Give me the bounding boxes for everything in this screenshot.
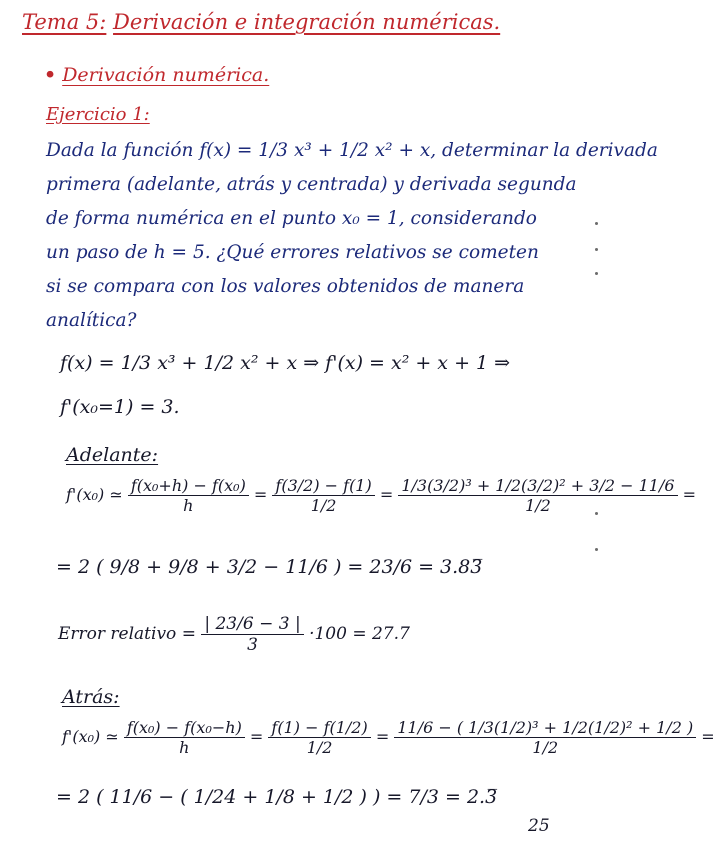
atras-label: Atrás: xyxy=(62,686,120,708)
fraction-numerator: f(3/2) − f(1) xyxy=(275,476,372,495)
section-label: Derivación numérica. xyxy=(62,64,270,86)
scan-dot xyxy=(595,512,598,515)
atras-fraction-3 xyxy=(394,718,696,757)
page-number: 25 xyxy=(528,816,550,836)
fraction-numerator: f(1) − f(1/2) xyxy=(271,718,368,737)
fraction-numerator: 11/6 − ( 1/3(1/2)³ + 1/2(1/2)² + 1/2 ) xyxy=(397,718,694,737)
statement-line: si se compara con los valores obtenidos de manera xyxy=(46,276,525,297)
atras-lhs: f'(x₀) ≃ xyxy=(62,727,119,746)
equals-sign: = xyxy=(701,727,715,746)
page-title xyxy=(22,10,500,34)
fraction-denominator: 3 xyxy=(201,634,303,655)
derivative-at-point: f'(x₀=1) = 3. xyxy=(60,396,180,418)
statement-line: analítica? xyxy=(46,310,137,331)
error-fraction xyxy=(201,614,303,655)
statement-line: Dada la función f(x) = 1/3 x³ + 1/2 x² + x, determinar la derivada xyxy=(46,140,658,161)
equals-sign: = xyxy=(249,727,264,746)
exercise-label: Ejercicio 1: xyxy=(46,104,150,125)
section-heading xyxy=(44,64,269,86)
fraction-denominator: h xyxy=(124,737,245,757)
fraction-numerator: 1/3(3/2)³ + 1/2(3/2)² + 3/2 − 11/6 xyxy=(401,476,675,495)
atras-equation xyxy=(62,718,715,757)
statement-line: primera (adelante, atrás y centrada) y derivada segunda xyxy=(46,174,577,195)
scan-dot xyxy=(595,222,598,225)
equals-sign: = xyxy=(253,485,268,504)
error-rhs: ·100 = 27.7̅ xyxy=(309,624,410,644)
scan-dot xyxy=(595,548,598,551)
title-lead: Tema 5: xyxy=(22,10,107,34)
adelante-fraction-1 xyxy=(128,476,249,515)
adelante-lhs: f'(x₀) ≃ xyxy=(66,485,123,504)
statement-line: de forma numérica en el punto x₀ = 1, considerando xyxy=(46,208,537,229)
fraction-denominator: 1/2 xyxy=(398,495,677,515)
atras-fraction-2 xyxy=(268,718,370,757)
equals-sign: = xyxy=(375,727,390,746)
function-derivative: f(x) = 1/3 x³ + 1/2 x² + x ⇒ f'(x) = x² + x + 1 ⇒ xyxy=(60,352,511,374)
fraction-denominator: 1/2 xyxy=(268,737,370,757)
adelante-fraction-3 xyxy=(398,476,677,515)
adelante-fraction-2 xyxy=(272,476,374,515)
fraction-denominator: 1/2 xyxy=(272,495,374,515)
adelante-equation xyxy=(66,476,696,515)
adelante-result: = 2 ( 9/8 + 9/8 + 3/2 − 11/6 ) = 23/6 = 3.83̅ xyxy=(56,556,483,578)
statement-line: un paso de h = 5. ¿Qué errores relativos se cometen xyxy=(46,242,539,263)
section-bullet: • xyxy=(44,64,57,86)
fraction-numerator: f(x₀) − f(x₀−h) xyxy=(126,718,242,737)
title-rest: Derivación e integración numéricas. xyxy=(113,10,501,34)
fraction-denominator: h xyxy=(128,495,249,515)
relative-error xyxy=(58,614,410,655)
fraction-numerator: | 23/6 − 3 | xyxy=(204,614,301,634)
equals-sign: = xyxy=(682,485,697,504)
fraction-numerator: f(x₀+h) − f(x₀) xyxy=(130,476,246,495)
fraction-denominator: 1/2 xyxy=(394,737,696,757)
error-lhs: Error relativo = xyxy=(58,624,196,644)
atras-result: = 2 ( 11/6 − ( 1/24 + 1/8 + 1/2 ) ) = 7/3 = 2.3̅ xyxy=(56,786,498,808)
atras-fraction-1 xyxy=(124,718,245,757)
equals-sign: = xyxy=(379,485,394,504)
scan-dot xyxy=(595,248,598,251)
adelante-label: Adelante: xyxy=(66,444,159,466)
scan-dot xyxy=(595,272,598,275)
